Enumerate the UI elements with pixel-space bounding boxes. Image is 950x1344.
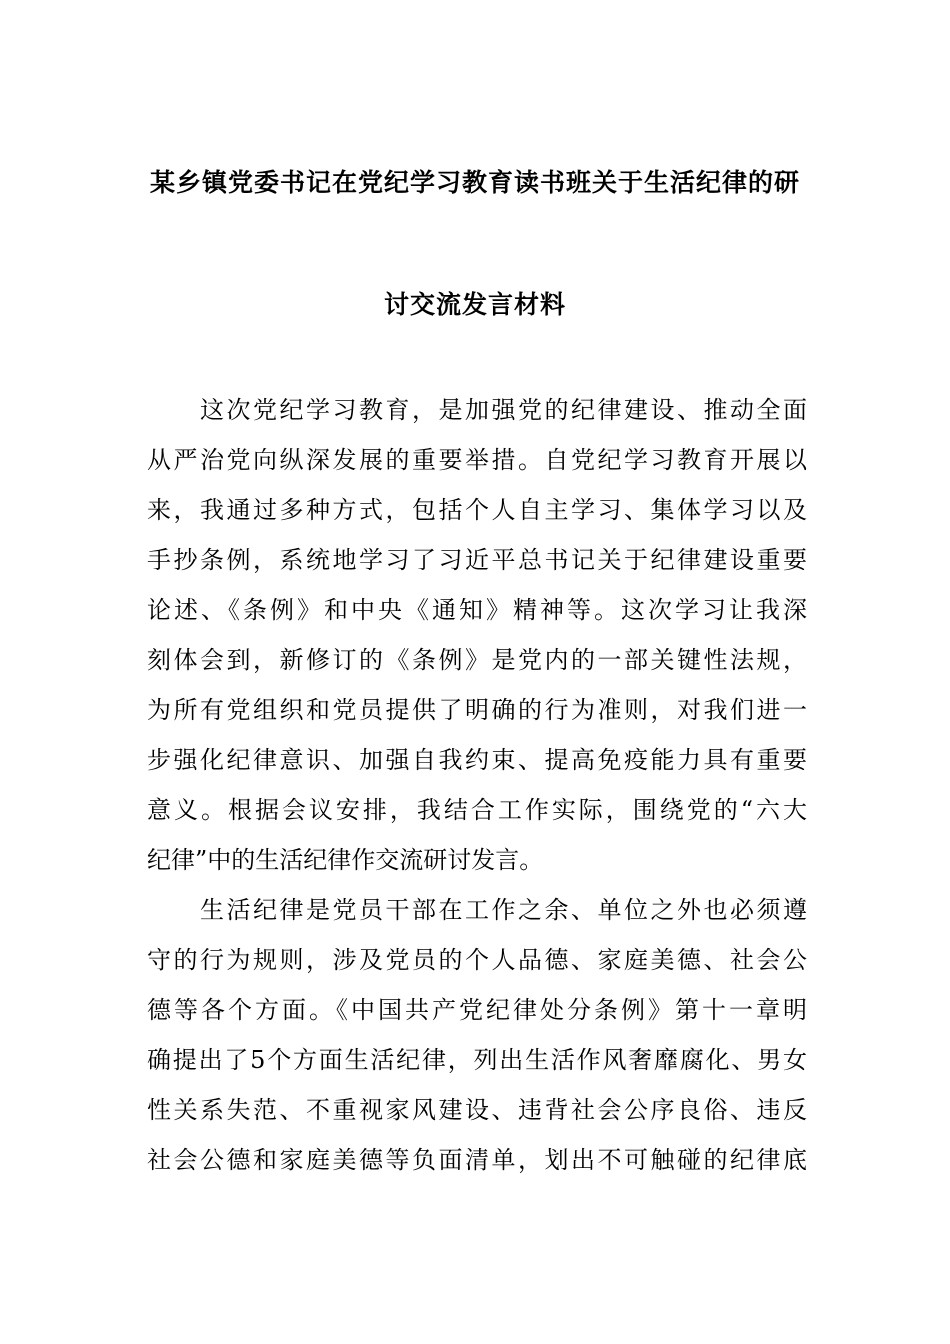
document-title-line-2: 讨交流发言材料 xyxy=(383,290,566,319)
body-text-line: 步强化纪律意识、加强自我约束、提高免疫能力具有重要 xyxy=(147,746,807,774)
body-text-line: 社会公德和家庭美德等负面清单，划出不可触碰的纪律底 xyxy=(147,1146,807,1174)
body-text-line: 为所有党组织和党员提供了明确的行为准则，对我们进一 xyxy=(147,696,807,724)
body-text-line: 生活纪律是党员干部在工作之余、单位之外也必须遵 xyxy=(147,896,807,924)
body-text-line: 这次党纪学习教育，是加强党的纪律建设、推动全面 xyxy=(147,396,807,424)
body-text-line: 纪律”中的生活纪律作交流研讨发言。 xyxy=(147,846,544,874)
body-text-line: 德等各个方面。《中国共产党纪律处分条例》第十一章明 xyxy=(147,996,807,1024)
body-text-line: 性关系失范、不重视家风建设、违背社会公序良俗、违反 xyxy=(147,1096,807,1124)
body-text-line: 意义。根据会议安排，我结合工作实际，围绕党的“六大 xyxy=(147,796,807,824)
body-text-line: 来，我通过多种方式，包括个人自主学习、集体学习以及 xyxy=(147,496,807,524)
body-text-line: 确提出了5个方面生活纪律，列出生活作风奢靡腐化、男女 xyxy=(147,1046,807,1074)
body-text-line: 从严治党向纵深发展的重要举措。自党纪学习教育开展以 xyxy=(147,446,807,474)
body-text-line: 刻体会到，新修订的《条例》是党内的一部关键性法规， xyxy=(147,646,807,674)
document-title-line-1: 某乡镇党委书记在党纪学习教育读书班关于生活纪律的研 xyxy=(149,168,800,197)
body-text-line: 守的行为规则，涉及党员的个人品德、家庭美德、社会公 xyxy=(147,946,807,974)
body-text-line: 手抄条例，系统地学习了习近平总书记关于纪律建设重要 xyxy=(147,546,807,574)
body-text-line: 论述、《条例》和中央《通知》精神等。这次学习让我深 xyxy=(147,596,807,624)
